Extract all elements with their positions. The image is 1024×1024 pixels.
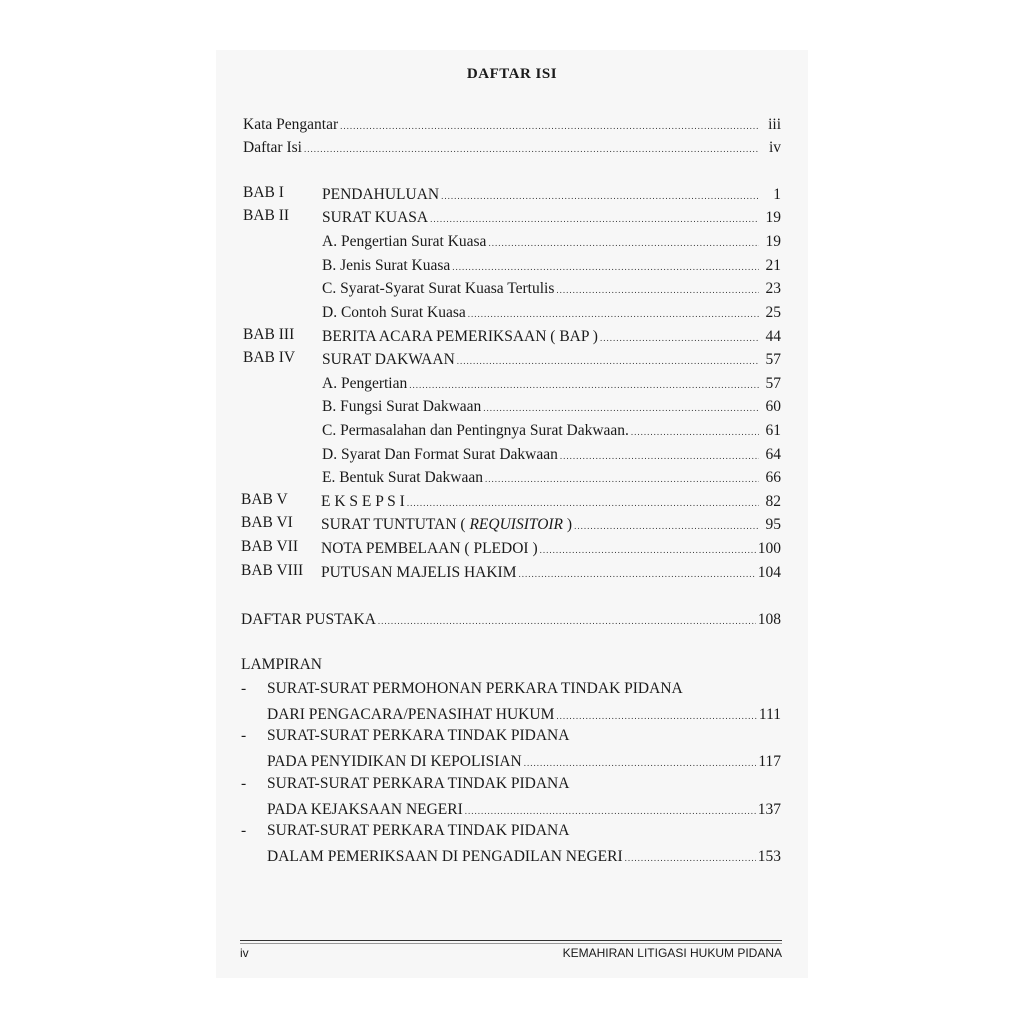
toc-entry-label: PUTUSAN MAJELIS HAKIM	[321, 564, 517, 581]
leader-dots	[488, 229, 759, 251]
leader-dots	[574, 512, 759, 534]
leader-dots	[452, 253, 759, 275]
lampiran-item-line1: SURAT-SURAT PERKARA TINDAK PIDANA	[267, 775, 570, 792]
toc-entry-page: 66	[765, 469, 781, 486]
toc-entry	[267, 797, 781, 819]
chapter-number: BAB IV	[243, 349, 296, 366]
toc-entry-label: Daftar Isi	[243, 139, 302, 156]
lampiran-item-line2: PADA PENYIDIKAN DI KEPOLISIAN	[267, 753, 522, 770]
toc-entry	[321, 536, 781, 558]
chapter-number: BAB II	[243, 207, 290, 224]
toc-entry	[322, 300, 781, 322]
lampiran-item-line2: DARI PENGACARA/PENASIHAT HUKUM	[267, 706, 555, 723]
footer-rule-secondary	[240, 943, 782, 944]
leader-dots	[631, 418, 759, 440]
toc-entry	[322, 253, 781, 275]
leader-dots	[304, 135, 759, 157]
toc-entry	[321, 512, 781, 534]
toc-entry-page: 137	[757, 801, 781, 818]
toc-entry-pustaka	[241, 607, 781, 629]
toc-entry-page: 57	[765, 375, 781, 392]
toc-entry-page: 64	[765, 446, 781, 463]
leader-dots	[518, 560, 755, 582]
toc-entry	[321, 489, 781, 511]
toc-entry-label: SURAT KUASA	[322, 209, 429, 226]
toc-entry	[267, 749, 781, 771]
list-bullet: -	[241, 680, 247, 697]
toc-entry-page: 25	[765, 304, 781, 321]
toc-entry-page: 60	[765, 398, 781, 415]
toc-entry-page: 153	[757, 848, 781, 865]
leader-dots	[468, 300, 759, 322]
chapter-number: BAB VI	[241, 514, 293, 531]
footer-book-title: KEMAHIRAN LITIGASI HUKUM PIDANA	[562, 946, 782, 960]
toc-entry-page: 108	[757, 611, 781, 628]
leader-dots	[340, 112, 759, 134]
toc-entry-page: 21	[765, 257, 781, 274]
toc-entry-label: A. Pengertian	[322, 375, 408, 392]
toc-entry-label: PENDAHULUAN	[322, 186, 440, 203]
chapter-number: BAB III	[243, 326, 295, 343]
toc-entry-page: 117	[758, 753, 781, 770]
toc-entry-page: 19	[765, 209, 781, 226]
leader-dots	[457, 347, 759, 369]
toc-entry-page: iv	[768, 139, 781, 156]
lampiran-item-line1: SURAT-SURAT PERKARA TINDAK PIDANA	[267, 727, 570, 744]
footer-page-number: iv	[240, 946, 249, 960]
toc-entry-page: 44	[765, 328, 781, 345]
chapter-number: BAB VIII	[241, 562, 304, 579]
toc-entry-label: Kata Pengantar	[243, 116, 339, 133]
toc-entry	[322, 465, 781, 487]
leader-dots	[441, 182, 759, 204]
toc-entry	[322, 394, 781, 416]
toc-entry-label: SURAT DAKWAAN	[322, 351, 455, 368]
toc-entry-page: 104	[757, 564, 781, 581]
toc-entry	[243, 112, 781, 134]
toc-entry-label: A. Pengertian Surat Kuasa	[322, 233, 487, 250]
toc-entry-label: D. Contoh Surat Kuasa	[322, 304, 466, 321]
toc-entry-label: C. Syarat-Syarat Surat Kuasa Tertulis	[322, 280, 555, 297]
leader-dots	[625, 844, 756, 866]
chapter-number: BAB V	[241, 491, 288, 508]
leader-dots	[560, 442, 759, 464]
list-bullet: -	[241, 727, 247, 744]
leader-dots	[524, 749, 757, 771]
toc-entry	[267, 702, 781, 724]
toc-entry-label: E. Bentuk Surat Dakwaan	[322, 469, 483, 486]
toc-entry-label: BERITA ACARA PEMERIKSAAN ( BAP )	[322, 328, 598, 345]
toc-entry-page: 23	[765, 280, 781, 297]
list-bullet: -	[241, 775, 247, 792]
lampiran-item-line2: PADA KEJAKSAAN NEGERI	[267, 801, 463, 818]
leader-dots	[556, 276, 759, 298]
toc-entry	[322, 347, 781, 369]
toc-entry	[322, 205, 781, 227]
leader-dots	[409, 371, 759, 393]
toc-entry-page: 95	[765, 516, 781, 533]
leader-dots	[465, 797, 756, 819]
toc-entry	[321, 560, 781, 582]
toc-entry-page: iii	[768, 116, 781, 133]
toc-entry-label-part: )	[563, 516, 573, 533]
toc-entry-label: NOTA PEMBELAAN ( PLEDOI )	[321, 540, 538, 557]
toc-entry	[322, 276, 781, 298]
leader-dots	[407, 489, 759, 511]
toc-entry-page: 61	[765, 422, 781, 439]
leader-dots	[540, 536, 756, 558]
toc-entry-label: B. Jenis Surat Kuasa	[322, 257, 451, 274]
footer-rule	[240, 940, 782, 941]
toc-entry-label-part: SURAT TUNTUTAN (	[321, 516, 470, 533]
chapter-number: BAB I	[243, 184, 284, 201]
lampiran-item-line2: DALAM PEMERIKSAAN DI PENGADILAN NEGERI	[267, 848, 623, 865]
toc-entry	[322, 182, 781, 204]
toc-entry-page: 100	[757, 540, 781, 557]
toc-entry-page: 19	[765, 233, 781, 250]
toc-entry-page: 111	[758, 706, 781, 723]
toc-entry-label: D. Syarat Dan Format Surat Dakwaan	[322, 446, 558, 463]
toc-entry-label-italic: REQUISITOIR	[469, 516, 564, 533]
chapter-number: BAB VII	[241, 538, 298, 555]
lampiran-item-line1: SURAT-SURAT PERKARA TINDAK PIDANA	[267, 822, 570, 839]
list-bullet: -	[241, 822, 247, 839]
lampiran-item-line1: SURAT-SURAT PERMOHONAN PERKARA TINDAK PIDANA	[267, 680, 683, 697]
toc-entry	[322, 418, 781, 440]
leader-dots	[483, 394, 759, 416]
toc-entry-page: 82	[765, 493, 781, 510]
leader-dots	[556, 702, 757, 724]
leader-dots	[430, 205, 759, 227]
toc-entry-label	[321, 514, 572, 536]
toc-entry	[322, 371, 781, 393]
toc-entry-label: E K S E P S I	[321, 493, 405, 510]
toc-entry	[322, 324, 781, 346]
toc-entry	[322, 229, 781, 251]
toc-entry-label: DAFTAR PUSTAKA	[241, 611, 376, 628]
toc-entry	[243, 135, 781, 157]
lampiran-heading: LAMPIRAN	[241, 656, 322, 673]
toc-entry-page: 1	[773, 186, 781, 203]
toc-entry	[322, 442, 781, 464]
leader-dots	[485, 465, 759, 487]
page-title: DAFTAR ISI	[466, 66, 558, 82]
toc-entry-page: 57	[765, 351, 781, 368]
leader-dots	[600, 324, 759, 346]
leader-dots	[378, 607, 756, 629]
toc-entry	[267, 844, 781, 866]
toc-entry-label: C. Permasalahan dan Pentingnya Surat Dakwaan.	[322, 422, 629, 439]
toc-entry-label: B. Fungsi Surat Dakwaan	[322, 398, 482, 415]
